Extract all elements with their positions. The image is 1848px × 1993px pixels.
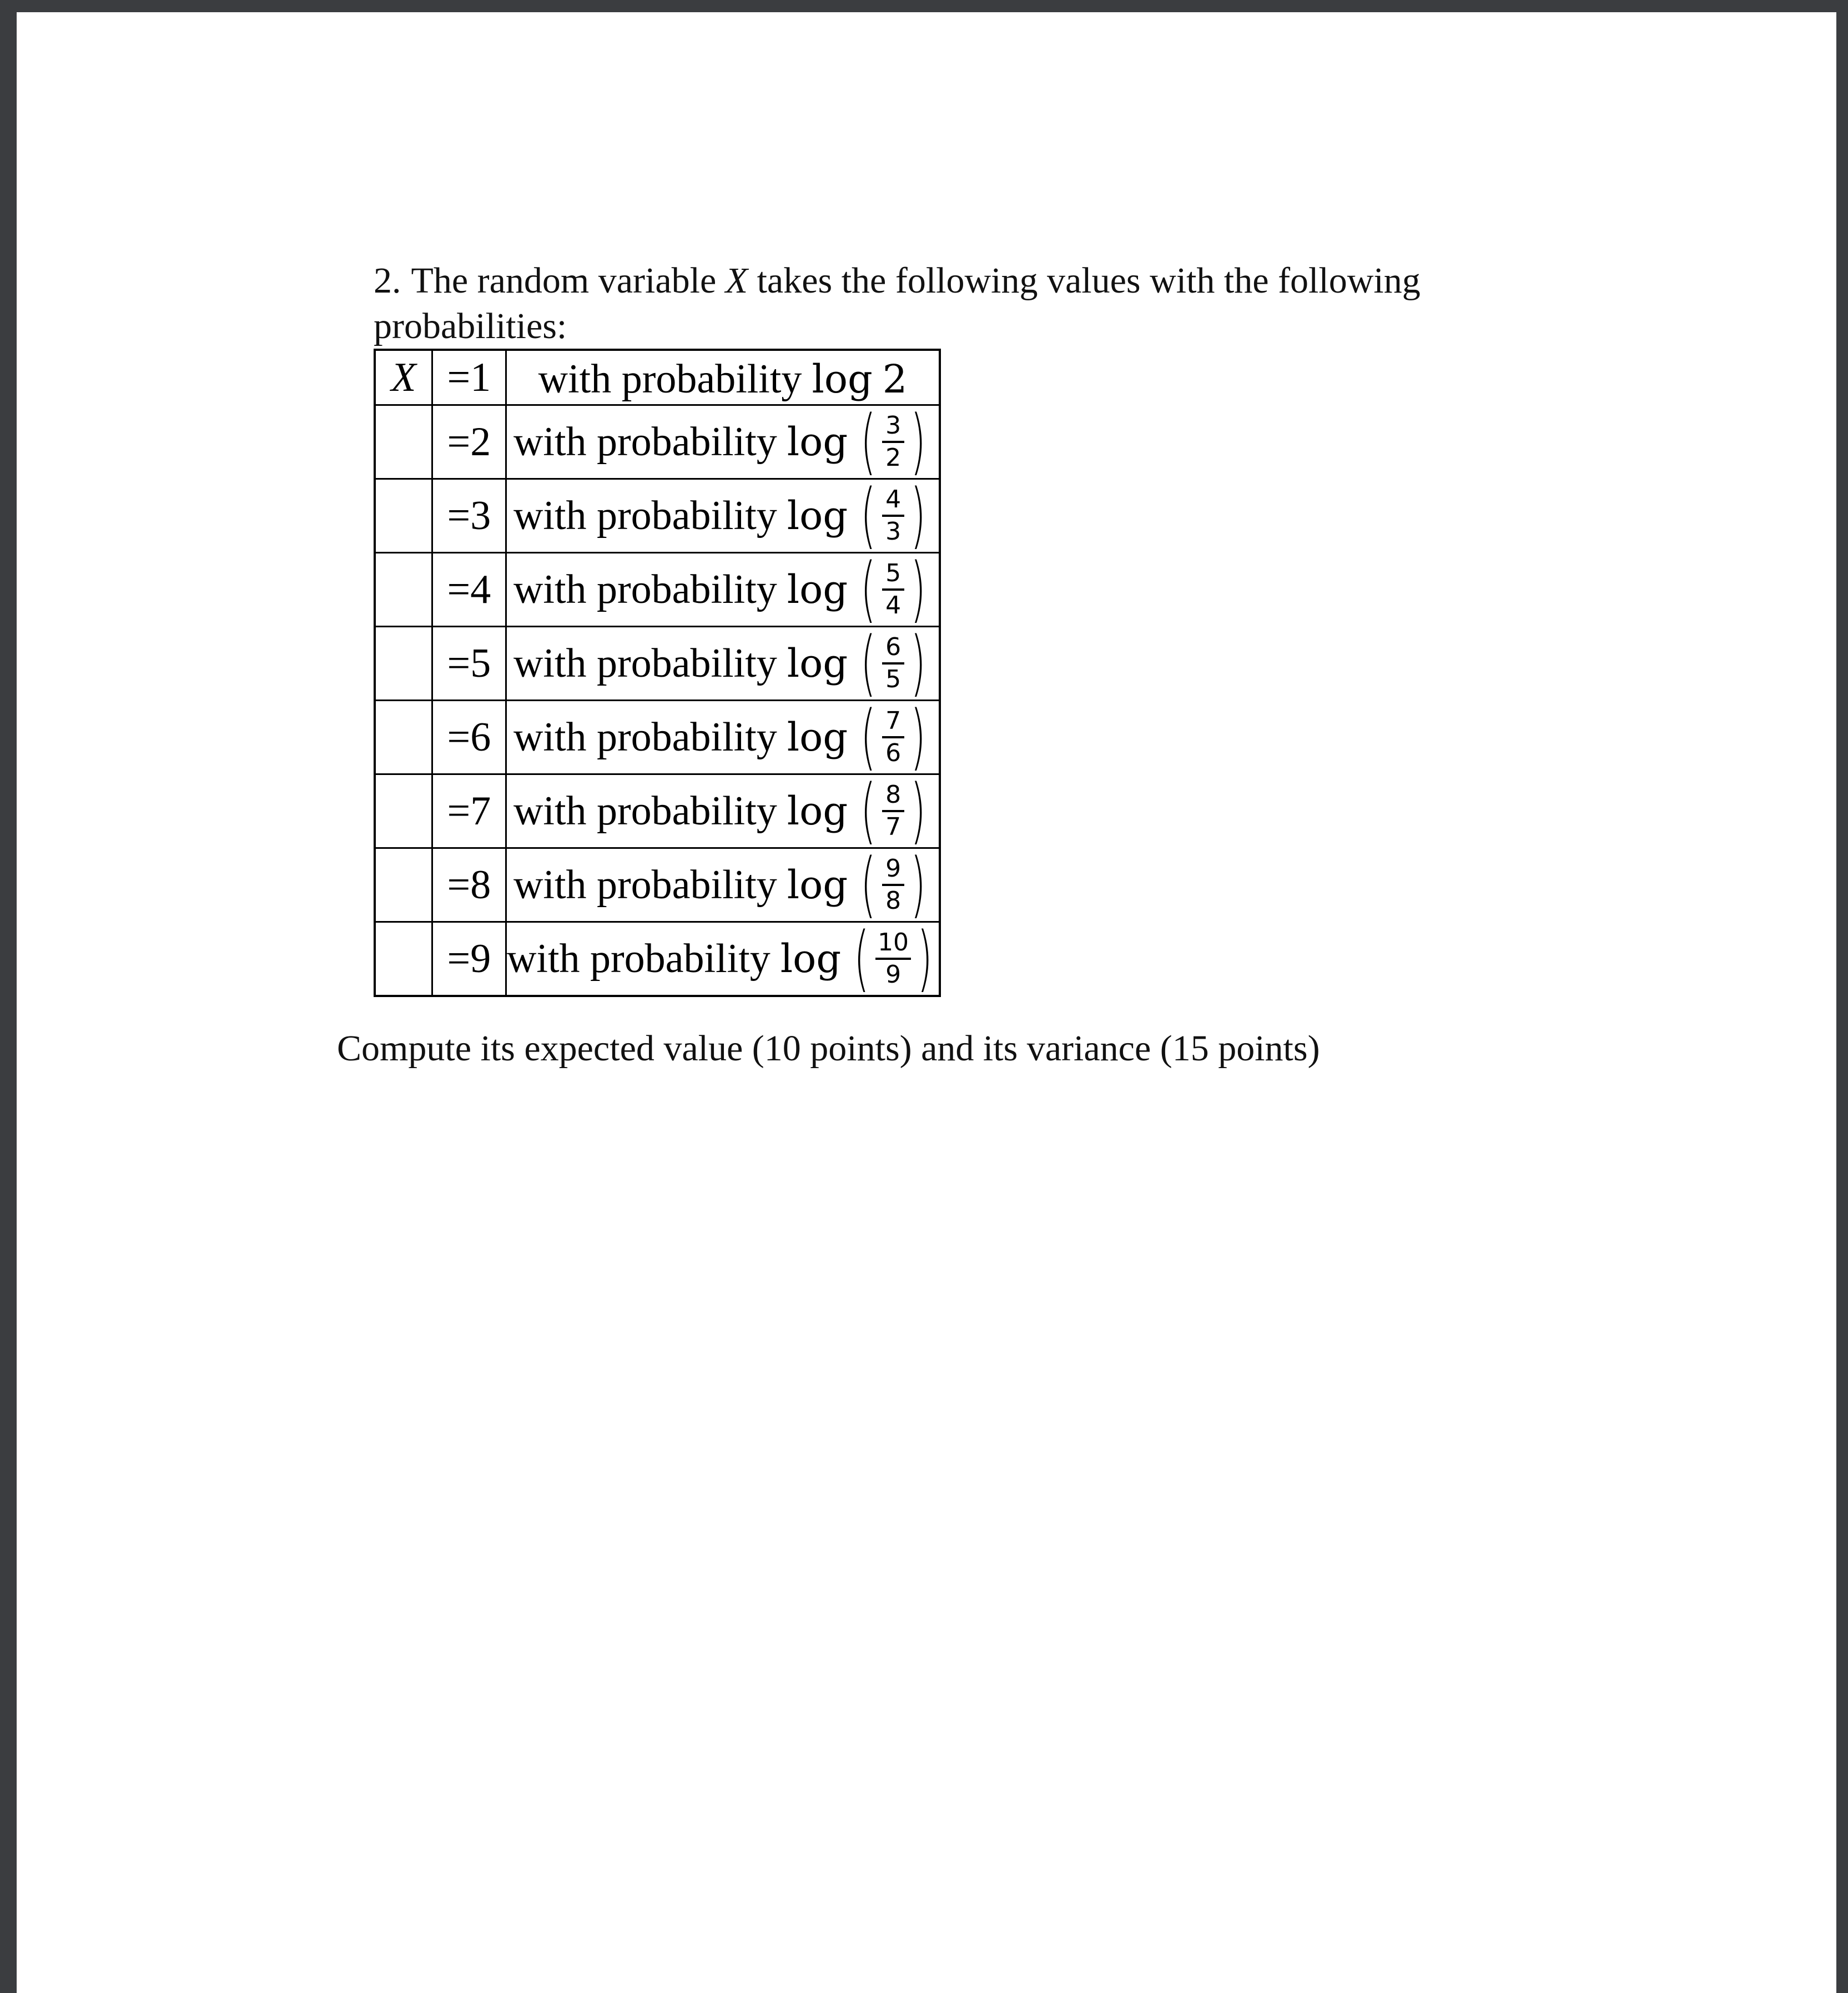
- right-paren: ): [910, 769, 926, 852]
- question-number: 2.: [374, 260, 401, 301]
- probability-label: with probability: [513, 714, 777, 760]
- right-paren: ): [910, 474, 926, 557]
- fraction-denominator: 2: [885, 444, 902, 472]
- left-paren: (: [860, 769, 876, 852]
- table-row: [375, 479, 940, 553]
- value-cell: =2: [432, 405, 506, 479]
- log-fraction: [854, 696, 932, 778]
- probability-label: with probability: [538, 356, 802, 402]
- log-function: log: [787, 714, 848, 760]
- probability-cell: [506, 769, 940, 852]
- variable-cell: [375, 479, 432, 553]
- variable-cell: [375, 922, 432, 997]
- left-paren: (: [860, 474, 876, 557]
- fraction: [875, 929, 911, 989]
- log-fraction: [854, 548, 932, 631]
- log-function: log: [787, 419, 848, 465]
- fraction-denominator: 4: [885, 591, 902, 620]
- fraction: [882, 707, 904, 767]
- fraction-numerator: 4: [882, 486, 904, 517]
- fraction-numerator: 9: [882, 855, 904, 886]
- log-argument: 2: [882, 356, 908, 402]
- table-row: [375, 627, 940, 701]
- instruction-text: Compute its expected value (10 points) and its variance (15 points): [337, 1028, 1320, 1069]
- left-paren: (: [860, 696, 876, 778]
- log-function: log: [787, 567, 848, 612]
- variable-cell: [375, 405, 432, 479]
- table-row: [375, 701, 940, 774]
- question-text: [374, 258, 1428, 349]
- right-paren: ): [910, 622, 926, 704]
- probability-label: with probability: [513, 788, 777, 834]
- log-fraction: [854, 843, 932, 926]
- log-fraction: [854, 474, 932, 557]
- fraction-numerator: 7: [882, 707, 904, 738]
- left-paren: (: [860, 622, 876, 704]
- left-paren: (: [860, 548, 876, 631]
- value-cell: =3: [432, 479, 506, 553]
- fraction: [882, 633, 904, 693]
- log-function: log: [787, 788, 848, 834]
- fraction-denominator: 5: [885, 665, 902, 693]
- table-row: [375, 405, 940, 479]
- probability-label: with probability: [513, 640, 777, 686]
- log-fraction: [848, 917, 939, 1000]
- table-row: [375, 922, 940, 997]
- value-cell: =4: [432, 553, 506, 627]
- variable-cell: [375, 627, 432, 701]
- fraction-denominator: 9: [885, 960, 902, 989]
- probability-cell: [506, 400, 940, 483]
- value-cell: =1: [432, 350, 506, 405]
- probability-cell: [506, 843, 940, 926]
- probability-cell: [506, 622, 940, 704]
- probability-table: [374, 349, 941, 1000]
- left-paren: (: [854, 917, 869, 1000]
- fraction-numerator: 3: [882, 412, 904, 443]
- table-row: [375, 553, 940, 627]
- random-variable-symbol: X: [725, 260, 748, 301]
- fraction: [882, 560, 904, 620]
- table-row: [375, 350, 940, 405]
- fraction-numerator: 10: [875, 929, 911, 960]
- probability-label: with probability: [513, 566, 777, 612]
- fraction-denominator: 7: [885, 813, 902, 841]
- log-function: log: [812, 356, 873, 402]
- left-paren: (: [860, 400, 876, 483]
- question-text-after: takes the following values with the following: [757, 260, 1421, 301]
- log-function: log: [787, 641, 848, 686]
- log-function: log: [780, 936, 842, 982]
- fraction-denominator: 3: [885, 517, 902, 546]
- log-function: log: [787, 862, 848, 908]
- probability-cell: [506, 917, 940, 1000]
- value-cell: =7: [432, 774, 506, 848]
- variable-cell: [375, 848, 432, 922]
- right-paren: ): [910, 843, 926, 926]
- table-row: [375, 848, 940, 922]
- log-function: log: [787, 493, 848, 538]
- value-cell: =6: [432, 701, 506, 774]
- table-row: [375, 774, 940, 848]
- fraction-numerator: 6: [882, 633, 904, 665]
- left-paren: (: [860, 843, 876, 926]
- value-cell: =9: [432, 922, 506, 997]
- question-line-2: probabilities:: [374, 306, 567, 346]
- probability-cell: [506, 474, 940, 557]
- fraction: [882, 486, 904, 546]
- probability-label: with probability: [506, 935, 771, 982]
- fraction-denominator: 6: [885, 739, 902, 767]
- variable-cell: [375, 701, 432, 774]
- log-fraction: [854, 769, 932, 852]
- probability-cell: [506, 696, 940, 778]
- fraction: [882, 855, 904, 915]
- question-text-before: The random variable: [411, 260, 717, 301]
- log-fraction: [854, 400, 932, 483]
- value-cell: =8: [432, 848, 506, 922]
- probability-label: with probability: [513, 492, 777, 538]
- fraction: [882, 781, 904, 841]
- fraction-denominator: 8: [885, 887, 902, 915]
- value-cell: =5: [432, 627, 506, 701]
- probability-label: with probability: [513, 862, 777, 908]
- right-paren: ): [910, 696, 926, 778]
- probability-cell: [506, 548, 940, 631]
- fraction-numerator: 8: [882, 781, 904, 812]
- right-paren: ): [910, 548, 926, 631]
- fraction: [882, 412, 904, 472]
- variable-cell: [375, 553, 432, 627]
- viewer-top-bar: [0, 0, 1848, 12]
- right-paren: ): [917, 917, 933, 1000]
- fraction-numerator: 5: [882, 560, 904, 591]
- probability-cell: [506, 350, 940, 405]
- log-fraction: [854, 622, 932, 704]
- variable-cell: X: [375, 350, 432, 405]
- probability-label: with probability: [513, 419, 777, 465]
- right-paren: ): [910, 400, 926, 483]
- variable-cell: [375, 774, 432, 848]
